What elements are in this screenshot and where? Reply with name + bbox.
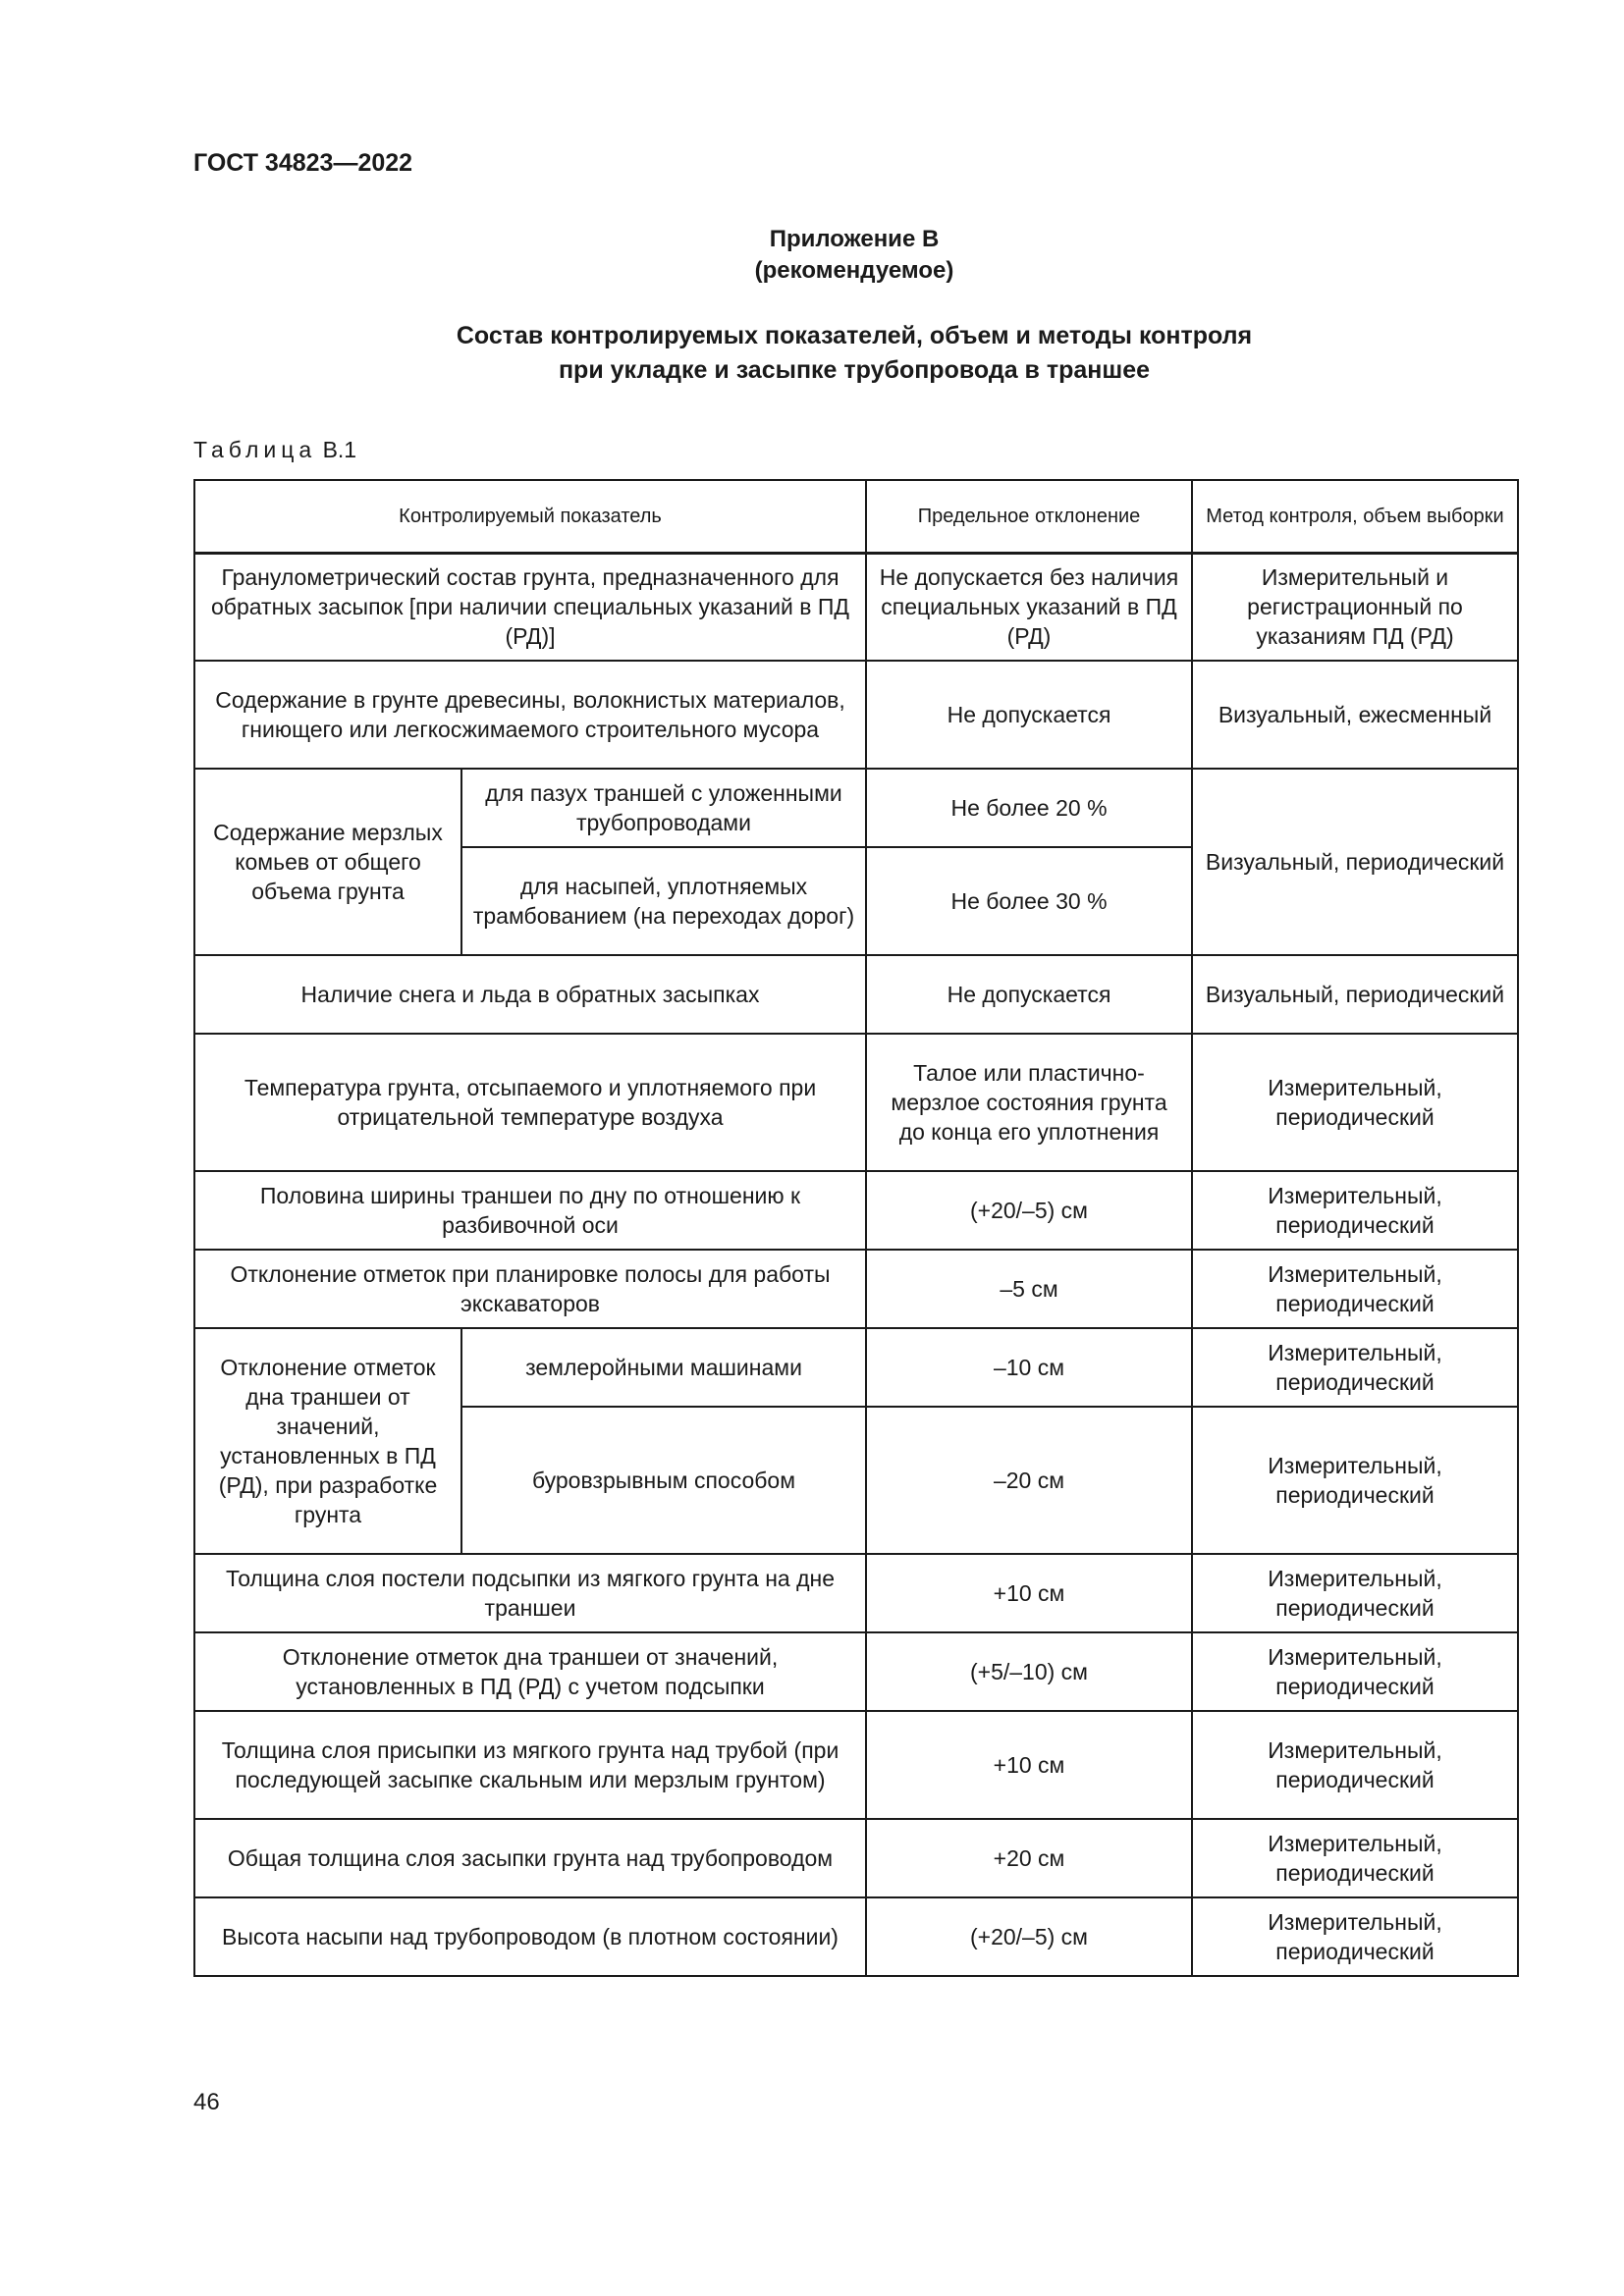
table-row (194, 1328, 1518, 1407)
deviation-cell: (+20/–5) см (866, 1171, 1192, 1250)
main-title-line-1: Состав контролируемых показателей, объем и методы контроля (456, 322, 1253, 349)
method-cell: Визуальный, ежесменный (1192, 661, 1518, 769)
table-caption-word: Таблица (193, 437, 317, 462)
indicator-cell: Температура грунта, отсыпаемого и уплотняемого при отрицательной температуре воздуха (194, 1034, 866, 1171)
method-cell: Визуальный, периодический (1192, 769, 1518, 955)
appendix-subtitle: (рекомендуемое) (754, 257, 954, 284)
table-row (194, 955, 1518, 1034)
indicator-cell: Отклонение отметок дна траншеи от значений, установленных в ПД (РД) с учетом подсыпки (194, 1632, 866, 1711)
method-cell: Измерительный, периодический (1192, 1711, 1518, 1819)
indicator-cell: Отклонение отметок при планировке полосы для работы экскаваторов (194, 1250, 866, 1328)
indicator-cell: Общая толщина слоя засыпки грунта над трубопроводом (194, 1819, 866, 1897)
method-cell: Визуальный, периодический (1192, 955, 1518, 1034)
deviation-cell: Не более 20 % (866, 769, 1192, 847)
document-code: ГОСТ 34823—2022 (193, 149, 413, 177)
table-row (194, 554, 1518, 661)
group-indicator-cell: Содержание мерзлых комьев от общего объема грунта (194, 769, 461, 955)
main-title-line-2: при укладке и засыпке трубопровода в траншее (558, 356, 1151, 384)
sub-indicator-cell: буровзрывным способом (461, 1407, 866, 1554)
deviation-cell: +10 см (866, 1554, 1192, 1632)
method-cell: Измерительный, периодический (1192, 1819, 1518, 1897)
indicator-cell: Половина ширины траншеи по дну по отношению к разбивочной оси (194, 1171, 866, 1250)
header-deviation: Предельное отклонение (866, 480, 1192, 554)
method-cell: Измерительный, периодический (1192, 1171, 1518, 1250)
table-header-row (194, 480, 1518, 554)
table-row (194, 1171, 1518, 1250)
indicator-cell: Содержание в грунте древесины, волокнистых материалов, гниющего или легкосжимаемого строительного мусора (194, 661, 866, 769)
sub-indicator-cell: землеройными машинами (461, 1328, 866, 1407)
deviation-cell: (+5/–10) см (866, 1632, 1192, 1711)
table-row (194, 769, 1518, 847)
deviation-cell: –10 см (866, 1328, 1192, 1407)
deviation-cell: Не допускается (866, 661, 1192, 769)
table-row (194, 1897, 1518, 1976)
appendix-title: Приложение В (769, 226, 940, 252)
method-cell: Измерительный, периодический (1192, 1250, 1518, 1328)
control-table (193, 479, 1519, 1977)
method-cell: Измерительный, периодический (1192, 1407, 1518, 1554)
table-row (194, 1554, 1518, 1632)
indicator-cell: Толщина слоя постели подсыпки из мягкого грунта на дне траншеи (194, 1554, 866, 1632)
deviation-cell: –5 см (866, 1250, 1192, 1328)
header-indicator: Контролируемый показатель (194, 480, 866, 554)
table-row (194, 1034, 1518, 1171)
deviation-cell: +10 см (866, 1711, 1192, 1819)
group-indicator-cell: Отклонение отметок дна траншеи от значений, установленных в ПД (РД), при разработке грунта (194, 1328, 461, 1554)
table-row (194, 1819, 1518, 1897)
table-row (194, 1250, 1518, 1328)
table-caption-number: В.1 (322, 437, 357, 462)
method-cell: Измерительный, периодический (1192, 1034, 1518, 1171)
table-row (194, 1632, 1518, 1711)
appendix-main-title (0, 319, 1624, 388)
method-cell: Измерительный, периодический (1192, 1632, 1518, 1711)
table-row (194, 1711, 1518, 1819)
method-cell: Измерительный, периодический (1192, 1554, 1518, 1632)
deviation-cell: Не допускается без наличия специальных указаний в ПД (РД) (866, 554, 1192, 661)
sub-indicator-cell: для насыпей, уплотняемых трамбованием (на переходах дорог) (461, 847, 866, 955)
indicator-cell: Гранулометрический состав грунта, предназначенного для обратных засыпок [при наличии специальных указаний в ПД (РД)] (194, 554, 866, 661)
table-row (194, 661, 1518, 769)
header-method: Метод контроля, объем выборки (1192, 480, 1518, 554)
deviation-cell: Талое или пластичномерзлое состояния грунта до конца его уплотнения (866, 1034, 1192, 1171)
indicator-cell: Высота насыпи над трубопроводом (в плотном состоянии) (194, 1897, 866, 1976)
deviation-cell: (+20/–5) см (866, 1897, 1192, 1976)
deviation-cell: –20 см (866, 1407, 1192, 1554)
deviation-cell: Не более 30 % (866, 847, 1192, 955)
sub-indicator-cell: для пазух траншей с уложенными трубопроводами (461, 769, 866, 847)
table-caption (193, 437, 356, 463)
method-cell: Измерительный, периодический (1192, 1897, 1518, 1976)
deviation-cell: +20 см (866, 1819, 1192, 1897)
deviation-cell: Не допускается (866, 955, 1192, 1034)
page-number: 46 (193, 2089, 220, 2115)
indicator-cell: Толщина слоя присыпки из мягкого грунта над трубой (при последующей засыпке скальным или мерзлым грунтом) (194, 1711, 866, 1819)
indicator-cell: Наличие снега и льда в обратных засыпках (194, 955, 866, 1034)
method-cell: Измерительный и регистрационный по указаниям ПД (РД) (1192, 554, 1518, 661)
method-cell: Измерительный, периодический (1192, 1328, 1518, 1407)
